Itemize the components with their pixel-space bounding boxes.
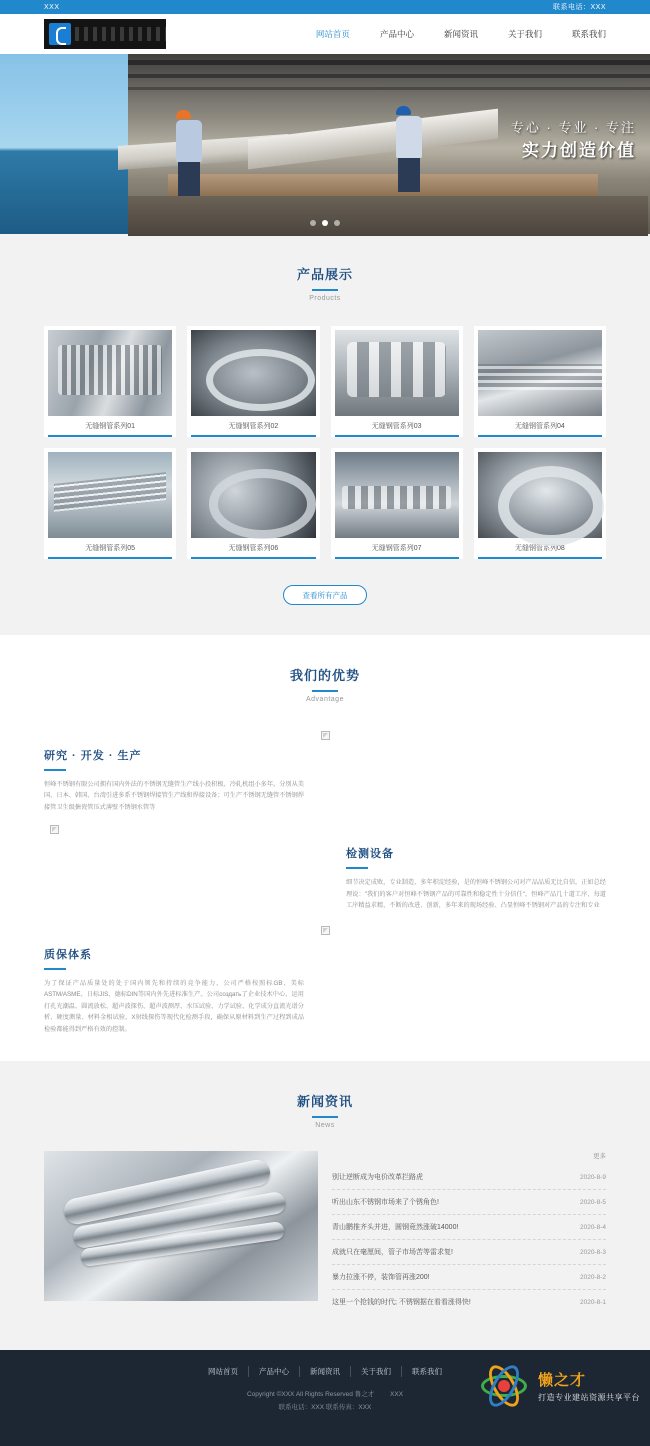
broken-image-icon	[50, 825, 59, 834]
news-item-title: 听出山东不锈钢市场来了个锈角色!	[332, 1199, 439, 1207]
product-card[interactable]	[44, 448, 176, 559]
advantage-heading: 检测设备	[346, 848, 394, 861]
news-item-date: 2020-8-1	[579, 1298, 606, 1306]
main-nav	[316, 28, 606, 40]
title-rule	[312, 690, 338, 692]
site-header	[0, 14, 650, 54]
watermark-text	[538, 1369, 640, 1403]
news-item[interactable]	[332, 1215, 606, 1240]
ceiling-beam	[128, 60, 650, 65]
nav-item-products[interactable]: 产品中心	[379, 29, 414, 39]
product-caption: 无缝钢管系列08	[478, 538, 602, 559]
site-logo[interactable]	[44, 19, 166, 49]
banner-dots	[0, 220, 650, 226]
footer-nav-news[interactable]: 新闻资讯	[300, 1366, 351, 1377]
helmet-icon	[176, 110, 191, 119]
banner-slogan	[511, 118, 636, 164]
product-caption: 无缝钢管系列01	[48, 416, 172, 437]
news-item-title: 别让逆断成为电价改革拦路虎	[332, 1174, 423, 1182]
product-card[interactable]	[474, 326, 606, 437]
product-card[interactable]	[331, 326, 463, 437]
banner-photo	[128, 54, 650, 234]
advantage-block-research	[44, 747, 304, 813]
floor-board	[168, 174, 598, 196]
copyright-text: Copyright ©XXX All Rights Reserved 鲁之才	[246, 1391, 375, 1399]
product-thumb	[335, 452, 459, 538]
news-item-title: 这里一个抢钱的时代; 不锈钢据在看看涨得快!	[332, 1299, 471, 1307]
product-caption: 无缝钢管系列07	[335, 538, 459, 559]
news-more-link[interactable]: 更多	[593, 1153, 606, 1161]
nav-item-news[interactable]: 新闻资讯	[443, 29, 478, 39]
footer-nav-home[interactable]: 网站首页	[198, 1366, 249, 1377]
news-list	[332, 1151, 606, 1314]
hero-banner[interactable]	[0, 54, 650, 234]
product-thumb	[478, 452, 602, 538]
view-all-products-button[interactable]: 查看所有产品	[283, 585, 367, 605]
news-item[interactable]	[332, 1265, 606, 1290]
advantage-text: 为了保证产品质量处的处于国内领先和持续的竞争能力，公司严格按照标GB、美标ASTM/ASME、日标JIS、德标DIN等国内外先进标准生产。公司создать了企业技术中心，运用打孔光潮温、圆流放松、超声波探伤、超声波测厚、水压试验、力学试验、化学成分直流光谱分析、硬度测量、材料金相试验、X射线探伤等现代化检测手段，确保从原材料到生产过程到成品检验都能得到严格有效的控制。	[44, 979, 304, 1033]
title-rule	[312, 1116, 338, 1118]
footer-nav-about[interactable]: 关于我们	[351, 1366, 402, 1377]
footer-nav-contact[interactable]: 联系我们	[412, 1367, 442, 1377]
news-title-cn: 新闻资讯	[296, 1094, 353, 1110]
advantage-row-3	[44, 946, 606, 1035]
topbar-phone: 联系电话：XXX	[552, 4, 606, 11]
heading-underline	[44, 968, 66, 970]
news-item-date: 2020-8-5	[579, 1198, 606, 1206]
news-item[interactable]	[332, 1165, 606, 1190]
logo-wordmark	[75, 27, 166, 41]
banner-left-sea	[0, 54, 128, 234]
advantage-row-1	[44, 747, 606, 813]
product-card[interactable]	[44, 326, 176, 437]
product-caption: 无缝钢管系列05	[48, 538, 172, 559]
product-thumb	[335, 330, 459, 416]
product-caption: 无缝钢管系列04	[478, 416, 602, 437]
logo-mark-icon	[49, 23, 71, 45]
top-bar	[0, 0, 650, 14]
banner-dot-1[interactable]	[310, 220, 316, 226]
title-rule	[312, 289, 338, 291]
worker-legs	[178, 162, 200, 196]
product-thumb	[478, 330, 602, 416]
product-thumb	[48, 330, 172, 416]
news-item-date: 2020-8-4	[579, 1223, 606, 1231]
news-item-title: 青山鹏推齐头并进，圆钢竟然涨破14000!	[332, 1224, 459, 1232]
product-caption: 无缝钢管系列02	[191, 416, 315, 437]
ceiling-beam	[128, 74, 650, 78]
banner-dot-3[interactable]	[334, 220, 340, 226]
news-item[interactable]	[332, 1190, 606, 1215]
news-content	[44, 1151, 606, 1314]
floor	[128, 196, 648, 236]
worker-right	[396, 106, 422, 192]
advantage-heading: 质保体系	[44, 948, 92, 961]
product-caption: 无缝钢管系列06	[191, 538, 315, 559]
news-title-en: News	[315, 1122, 335, 1130]
news-item-title: 成就只在毫厘间，管子市场苦等雷求复!	[332, 1249, 453, 1257]
banner-dot-2[interactable]	[322, 220, 328, 226]
helmet-icon	[396, 106, 411, 115]
footer-contact: 联系电话：XXX 联系传真：XXX	[278, 1403, 372, 1411]
news-item[interactable]	[332, 1290, 606, 1314]
advantage-title	[0, 635, 650, 703]
footer-nav-products[interactable]: 产品中心	[249, 1366, 300, 1377]
worker-body	[396, 116, 422, 158]
product-grid	[44, 326, 606, 559]
product-caption: 无缝钢管系列03	[335, 416, 459, 437]
topbar-left-text: XXX	[44, 3, 60, 11]
news-feature-image[interactable]	[44, 1151, 318, 1301]
advantage-text: 细节决定成败，专业制造、多年积淀经验，是的恒峰不锈钢公司对产品品质无比自信，正如总经理说："我们的客户对恒峰不锈钢产品的可靠性和稳定性十分信任"。恒峰产品几十道工序、每道工序精益求精，不断的改进、创新，多年来的现场经验、凸显恒峰不锈钢对产品的专注和专业	[346, 879, 606, 910]
advantage-block-equipment	[346, 845, 606, 911]
advantage-block-quality	[44, 946, 304, 1035]
product-thumb	[191, 330, 315, 416]
product-thumb	[48, 452, 172, 538]
metal-sheet	[248, 109, 498, 170]
banner-slogan-line1: 专心 · 专业 · 专注	[510, 120, 636, 135]
heading-underline	[44, 769, 66, 771]
products-section	[0, 234, 650, 635]
advantage-heading: 研究 · 开发 · 生产	[44, 750, 142, 762]
worker-left	[176, 110, 202, 196]
watermark-title: 懒之才	[538, 1372, 587, 1390]
heading-underline	[346, 867, 368, 869]
broken-image-icon	[321, 731, 330, 740]
ceiling-beam	[128, 87, 650, 90]
advantage-title-en: Advantage	[306, 696, 344, 703]
site-footer	[0, 1350, 650, 1446]
product-card[interactable]	[331, 448, 463, 559]
banner-slogan-line2: 实力创造价值	[522, 141, 636, 161]
advantage-content	[44, 721, 606, 1035]
news-item[interactable]	[332, 1240, 606, 1265]
news-item-date: 2020-8-3	[579, 1248, 606, 1256]
news-title	[0, 1061, 650, 1129]
broken-image-icon	[321, 926, 330, 935]
watermark	[476, 1358, 640, 1414]
news-item-title: 暴力拉涨不停，装饰管再涨200!	[332, 1274, 430, 1282]
advantage-text: 恒峰不锈钢有限公司拥有国内外法的不锈钢无缝管生产线小投积极、冷轧机组小多年。分别从美国、日本、韩国、台湾引进多系不锈钢焊接管生产线和焊接设备；可生产不锈钢无缝管不锈钢焊接管卫生级搪瓷管压式薄壁不锈钢水管等	[44, 781, 304, 811]
product-card[interactable]	[187, 326, 319, 437]
watermark-sub: 打造专业建站资源共享平台	[538, 1393, 640, 1403]
nav-item-contact[interactable]: 联系我们	[571, 29, 606, 39]
nav-item-about[interactable]: 关于我们	[507, 29, 542, 39]
advantage-row-2	[44, 845, 606, 911]
watermark-logo-icon	[476, 1358, 532, 1414]
products-title-en: Products	[309, 295, 341, 302]
worker-legs	[398, 158, 420, 192]
news-section	[0, 1061, 650, 1350]
advantage-section	[0, 635, 650, 1061]
products-title	[0, 234, 650, 302]
advantage-title-cn: 我们的优势	[289, 668, 360, 683]
news-item-date: 2020-8-2	[579, 1273, 606, 1281]
news-item-date: 2020-8-9	[579, 1173, 606, 1181]
copyright-extra: XXX	[390, 1391, 404, 1399]
products-title-cn: 产品展示	[296, 267, 353, 282]
product-card[interactable]	[474, 448, 606, 559]
product-card[interactable]	[187, 448, 319, 559]
worker-body	[176, 120, 202, 162]
product-thumb	[191, 452, 315, 538]
nav-item-home[interactable]: 网站首页	[315, 29, 350, 39]
